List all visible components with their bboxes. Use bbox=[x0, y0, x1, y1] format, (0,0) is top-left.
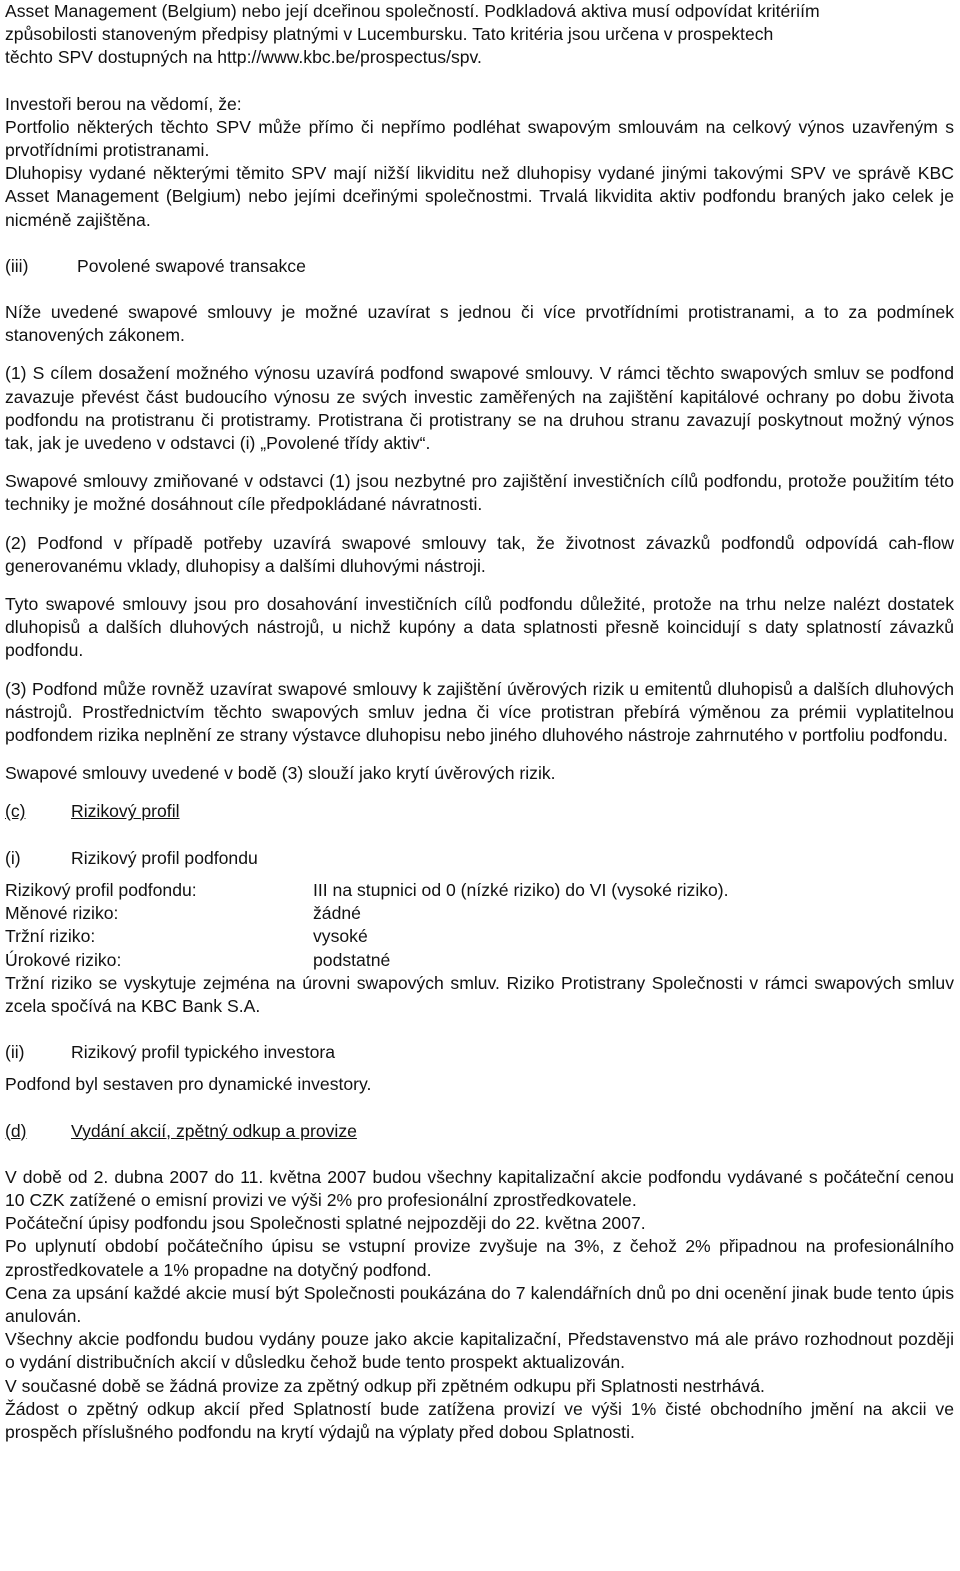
paragraph: Níže uvedené swapové smlouvy je možné uzavírat s jednou či více prvotřídními protistranami, a to za podmínek stanovených zákonem. bbox=[5, 302, 954, 346]
investors-title: Investoři berou na vědomí, že: bbox=[5, 93, 242, 114]
section-title: Povolené swapové transakce bbox=[77, 255, 306, 276]
paragraph: Cena za upsání každé akcie musí být Společnosti poukázána do 7 kalendářních dnů po dni ocenění jinak bude tento úpis anulován. bbox=[5, 1282, 954, 1326]
intro-line: způsobilosti stanoveným předpisy platnými v Lucembursku. Tato kritéria jsou určena v prospektech bbox=[5, 24, 774, 45]
paragraph: Swapové smlouvy uvedené v bodě (3) slouží jako krytí úvěrových rizik. bbox=[5, 763, 556, 784]
section-heading-c bbox=[5, 800, 954, 823]
risk-value: žádné bbox=[313, 903, 361, 924]
risk-label: Úrokové riziko: bbox=[5, 949, 122, 970]
section-title: Rizikový profil typického investora bbox=[71, 1042, 336, 1063]
investors-paragraph: Dluhopisy vydané některými těmito SPV mají nižší likviditu než dluhopisy vydané jinými takovými SPV ve správě KBC Asset Management (Belgium) nebo jejími dceřinými společnostmi. Trvalá likvidita aktiv podfondu braných jako celek je nicméně zajištěna. bbox=[5, 163, 954, 230]
intro-paragraph bbox=[5, 0, 954, 70]
risk-row bbox=[5, 879, 954, 902]
investor-profile-text: Podfond byl sestaven pro dynamické investory. bbox=[5, 1074, 372, 1095]
intro-line: Asset Management (Belgium) nebo její dceřinou společností. Podkladová aktiva musí odpovídat kritériím bbox=[5, 1, 820, 21]
risk-note: Tržní riziko se vyskytuje zejména na úrovni swapových smluv. Riziko Protistrany Společnosti v rámci swapových smluv zcela spočívá na KBC Bank S.A. bbox=[5, 972, 954, 1016]
section-number: (c) bbox=[5, 801, 26, 822]
section-number: (iii) bbox=[5, 255, 29, 276]
section-title: Rizikový profil podfondu bbox=[71, 847, 258, 868]
paragraph: (3) Podfond může rovněž uzavírat swapové smlouvy k zajištění úvěrových rizik u emitentů dluhopisů a dalších dluhových nástrojů. Prostřednictvím těchto swapových smluv jedna či více protistran přebírá výměnou za prémii vyplatitelnou podfondem rizika neplnění ze strany výstavce dluhopisu nebo jiného dluhového nástroje zahrnutého v portfoliu podfondu. bbox=[5, 678, 954, 746]
risk-value: podstatné bbox=[313, 949, 391, 970]
paragraph: Po uplynutí období počátečního úpisu se vstupní provize zvyšuje na 3%, z čehož 2% připadnou na profesionálního zprostředkovatele a 1% propadne na dotyčný podfond. bbox=[5, 1236, 954, 1280]
risk-label: Tržní riziko: bbox=[5, 926, 96, 947]
investors-paragraph: Portfolio některých těchto SPV může přímo či nepřímo podléhat swapovým smlouvám na celkový výnos uzavřeným s prvotřídními protistranami. bbox=[5, 116, 954, 161]
section-heading-c-i bbox=[5, 847, 954, 870]
paragraph: V současné době se žádná provize za zpětný odkup při zpětném odkupu při Splatnosti nestrhává. bbox=[5, 1375, 765, 1396]
section-heading-iii bbox=[5, 255, 954, 278]
section-number: (ii) bbox=[5, 1042, 25, 1063]
paragraph: Žádost o zpětný odkup akcií před Splatností bude zatížena provizí ve výši 1% čisté obchodního jmění na akcii ve prospěch příslušného podfondu na krytí výdajů na výplaty před dobou Splatnosti. bbox=[5, 1398, 954, 1442]
section-heading-d bbox=[5, 1120, 954, 1143]
risk-row bbox=[5, 949, 954, 972]
paragraph: Swapové smlouvy zmiňované v odstavci (1) jsou nezbytné pro zajištění investičních cílů podfondu, protože použitím této techniky je možné dosáhnout cíle předpokládané návratnosti. bbox=[5, 471, 954, 515]
paragraph: (2) Podfond v případě potřeby uzavírá swapové smlouvy tak, že životnost závazků podfondů odpovídá cah-flow generovanému vklady, dluhopisy a dalšími dluhovými nástroji. bbox=[5, 532, 954, 576]
paragraph: Všechny akcie podfondu budou vydány pouze jako akcie kapitalizační, Představenstvo má ale právo rozhodnout později o vydání distribučních akcií v důsledku čehož bude tento prospekt aktualizován. bbox=[5, 1329, 954, 1373]
section-title: Rizikový profil bbox=[71, 801, 180, 822]
intro-line: těchto SPV dostupných na http://www.kbc.be/prospectus/spv. bbox=[5, 47, 482, 68]
section-number: (d) bbox=[5, 1120, 27, 1141]
paragraph: V době od 2. dubna 2007 do 11. května 2007 budou všechny kapitalizační akcie podfondu vydávané s počáteční cenou 10 CZK zatížené o emisní provizi ve výši 2% pro profesionální zprostředkovatele. bbox=[5, 1166, 954, 1210]
risk-value: vysoké bbox=[313, 926, 368, 947]
section-title: Vydání akcií, zpětný odkup a provize bbox=[71, 1120, 357, 1141]
paragraph: Počáteční úpisy podfondu jsou Společnosti splatné nejpozději do 22. května 2007. bbox=[5, 1213, 646, 1234]
risk-label: Měnové riziko: bbox=[5, 903, 119, 924]
risk-label: Rizikový profil podfondu: bbox=[5, 879, 197, 900]
section-number: (i) bbox=[5, 847, 21, 868]
risk-profile-table bbox=[5, 879, 954, 972]
risk-value: III na stupnici od 0 (nízké riziko) do VI (vysoké riziko). bbox=[313, 879, 729, 900]
risk-row bbox=[5, 925, 954, 948]
section-heading-c-ii bbox=[5, 1041, 954, 1064]
paragraph: Tyto swapové smlouvy jsou pro dosahování investičních cílů podfondu důležité, protože na trhu nelze nalézt dostatek dluhopisů a dalších dluhových nástrojů, u nichž kupóny a data splatnosti přesně koincidují s daty splatností závazků podfondu. bbox=[5, 594, 954, 661]
paragraph: (1) S cílem dosažení možného výnosu uzavírá podfond swapové smlouvy. V rámci těchto swapových smluv se podfond zavazuje převést část budoucího výnosu ze svých investic zaměřených na zajištění kapitálové ochrany po dobu života podfondu na protistranu či protistramy. Protistrana či protistrany se na druhou stranu zavazují poskytnout možný výnos tak, jak je uvedeno v odstavci (i) „Povolené třídy aktiv“. bbox=[5, 363, 954, 454]
risk-row bbox=[5, 902, 954, 925]
